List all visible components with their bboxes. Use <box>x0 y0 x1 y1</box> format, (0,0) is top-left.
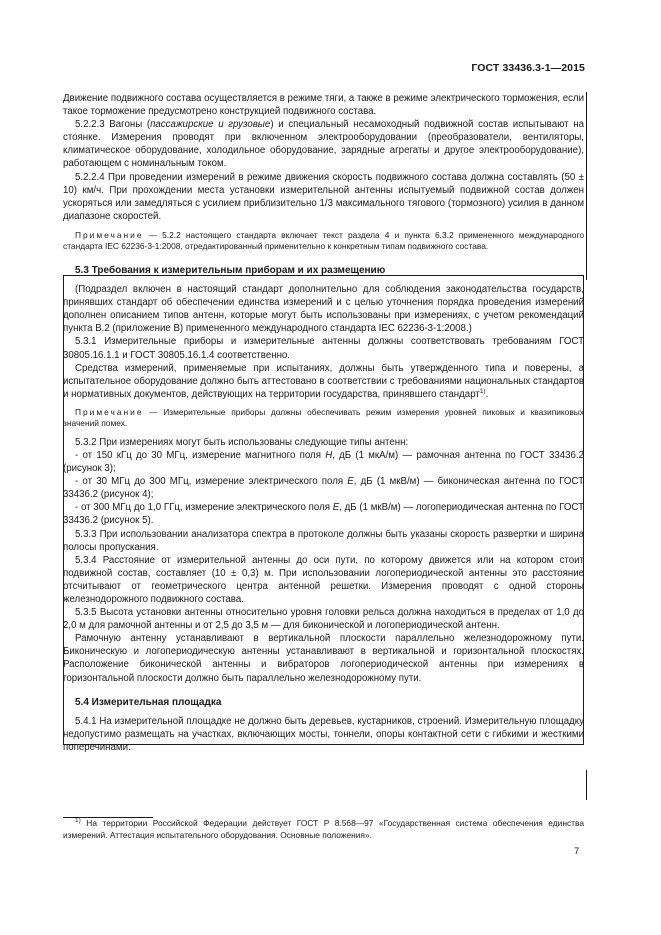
antenna-loop-text-end: , дБ (1 мкА/м) — рамочная антенна по ГОСТ 33436.2 (рисунок 3); <box>63 449 584 475</box>
paragraph-5-2-2-4: 5.2.2.4 При проведении измерений в режиме движения скорость подвижного состава должна составлять (50 ± 10) км/ч. При прохождении места установки измерительной антенны испытуемый подвижной состав должен ускоряться или замедляться с усилием приблизительно 1/3 максимального тягового (тормозного) усилия в данном диапазоне скоростей. <box>63 171 584 222</box>
page-number: 7 <box>574 846 580 857</box>
footnote-mark: 1) <box>75 817 81 825</box>
section-5-3-title: 5.3 Требования к измерительным приборам и их размещению <box>75 264 386 276</box>
footnote-ref: 1) <box>479 387 486 395</box>
antenna-loop-text: - от 150 кГц до 30 МГц, измерение магнитного поля <box>75 449 326 461</box>
antenna-biconical-text: - от 30 МГц до 300 МГц, измерение электрического поля <box>75 476 348 488</box>
note-text: — 5.2.2 настоящего стандарта включает текст раздела 4 и пункта 6.3.2 примененного международного стандарта IEC 62236-3-1:2008, отредактированный применительно к конкретным типам подвижного состава. <box>63 229 584 251</box>
measuring-means-end: . <box>485 388 489 400</box>
section-5-4-title: 5.4 Измерительная площадка <box>75 696 222 708</box>
measuring-means-text: Средства измерений, применяемые при испытаниях, должны быть утвержденного типа и поверены, а испытательное оборудование должно быть аттестовано в соответствии с требованиями национальных стандартов и нормативных документов, действующих на территории государства, принявшего стандарт <box>63 362 584 400</box>
antenna-logperiodic-text: - от 300 МГц до 1,0 ГГц, измерение электрического поля <box>75 502 333 514</box>
note-text: — Измерительные приборы должны обеспечивать режим измерения уровней пиковых и квазипиковых значений помех. <box>63 406 584 428</box>
paragraph-5-3-3: 5.3.3 При использовании анализатора спектра в протоколе должны быть указаны скорость развертки и ширина полосы пропускания. <box>63 528 584 553</box>
section-5-3-intro: (Подраздел включен в настоящий стандарт дополнительно для соблюдения законодательства государств, принявших стандарт об обеспечении единства измерений и с целью уточнения порядка проведения измерений дополнен описанием типов антенн, которые могут быть использованы при измерениях, с учетом рекомендаций пункта В.2 (приложение В) примененного международного стандарта IEC 62236-3-1:2008.) <box>63 284 584 335</box>
paragraph-5-4-1: 5.4.1 На измерительной площадке не должно быть деревьев, кустарников, строений. Измерительную площадку недопустимо размещать на участках, включающих мосты, тоннели, опоры контактной сети с гибкими и жесткими поперечинами. <box>63 715 584 753</box>
paragraph-5-3-4: 5.3.4 Расстояние от измерительной антенны до оси пути, по которому движется или на котором стоит подвижной состав, составляет (10 ± 0,3) м. При использовании логопериодической антенны это расстояние отсчитывают от геометрического центра антенной решетки. Измерения проводят с одной стороны железнодорожного подвижного состава. <box>63 554 584 605</box>
document-number-header: ГОСТ 33436.3-1—2015 <box>471 62 585 74</box>
antenna-loop-item <box>63 449 584 475</box>
var-h: H <box>325 449 333 461</box>
footnote-text: На территории Российской Федерации действует ГОСТ Р 8.568—97 «Государственная система обеспечения единства измерений. Аттестация испытательного оборудования. Основные положения». <box>63 818 584 840</box>
main-text <box>63 92 584 754</box>
antenna-logperiodic-item <box>63 501 584 527</box>
var-e: E <box>347 476 354 488</box>
para-5-2-2-3-rest: ) и специальный несамоходный подвижной состав испытывают на стоянке. Измерения проводят при включенном электрооборудовании (преобразователи, вентиляторы, климатическое оборудование, холодильное оборудование, зарядные агрегаты и другое электрооборудование), работающем с номинальным током. <box>63 119 585 170</box>
paragraph-5-3-5: 5.3.5 Высота установки антенны относительно уровня головки рельса должна находиться в пределах от 1,0 до 2,0 м для рамочной антенны и от 2,5 до 3,5 м — для биконической и логопериодической антенн. <box>63 607 584 632</box>
note-label: Примечание <box>75 406 144 417</box>
antenna-biconical-text-end: , дБ (1 мкВ/м) — биконическая антенна по ГОСТ 33436.2 (рисунок 4); <box>63 476 584 501</box>
paragraph-loop-antenna: Рамочную антенну устанавливают в вертикальной плоскости параллельно железнодорожному пути. Биконическую и логопериодическую антенны устанавливают в вертикальной и горизонтальной плоскостях. Расположение биконической антенны и вибраторов логопериодической антенны при измерениях в горизонтальной плоскости должно быть параллельно железнодорожному пути. <box>63 633 584 684</box>
antenna-logperiodic-text-end: , дБ (1 мкВ/м) — логопериодическая антенна по ГОСТ 33436.2 (рисунок 5). <box>63 502 584 527</box>
note-5-3-1 <box>63 407 584 429</box>
note-5-2-2 <box>63 230 584 252</box>
para-5-2-2-3-start: 5.2.2.3 Вагоны ( <box>75 119 151 131</box>
var-e: E <box>332 502 340 514</box>
paragraph-measuring-means <box>63 362 584 401</box>
paragraph-5-3-2: 5.3.2 При измерениях могут быть использованы следующие типы антенн: <box>75 436 409 448</box>
note-label: Примечание <box>75 229 144 240</box>
paragraph-5-2-2-3 <box>63 118 584 170</box>
paragraph-traction: Движение подвижного состава осуществляется в режиме тяги, а также в режиме электрического торможения, если такое торможение предусмотрено конструкцией подвижного состава. <box>63 93 584 118</box>
change-bar <box>586 770 587 800</box>
antenna-biconical-item <box>63 475 584 501</box>
paragraph-5-3-1: 5.3.1 Измерительные приборы и измерительные антенны должны соответствовать требованиям ГОСТ 30805.16.1.1 и ГОСТ 30805.16.1.4 соответственно. <box>63 336 584 361</box>
footnote <box>63 818 584 841</box>
wagon-types-italic: пассажирские и грузовые <box>150 119 271 131</box>
change-bar <box>586 92 587 280</box>
